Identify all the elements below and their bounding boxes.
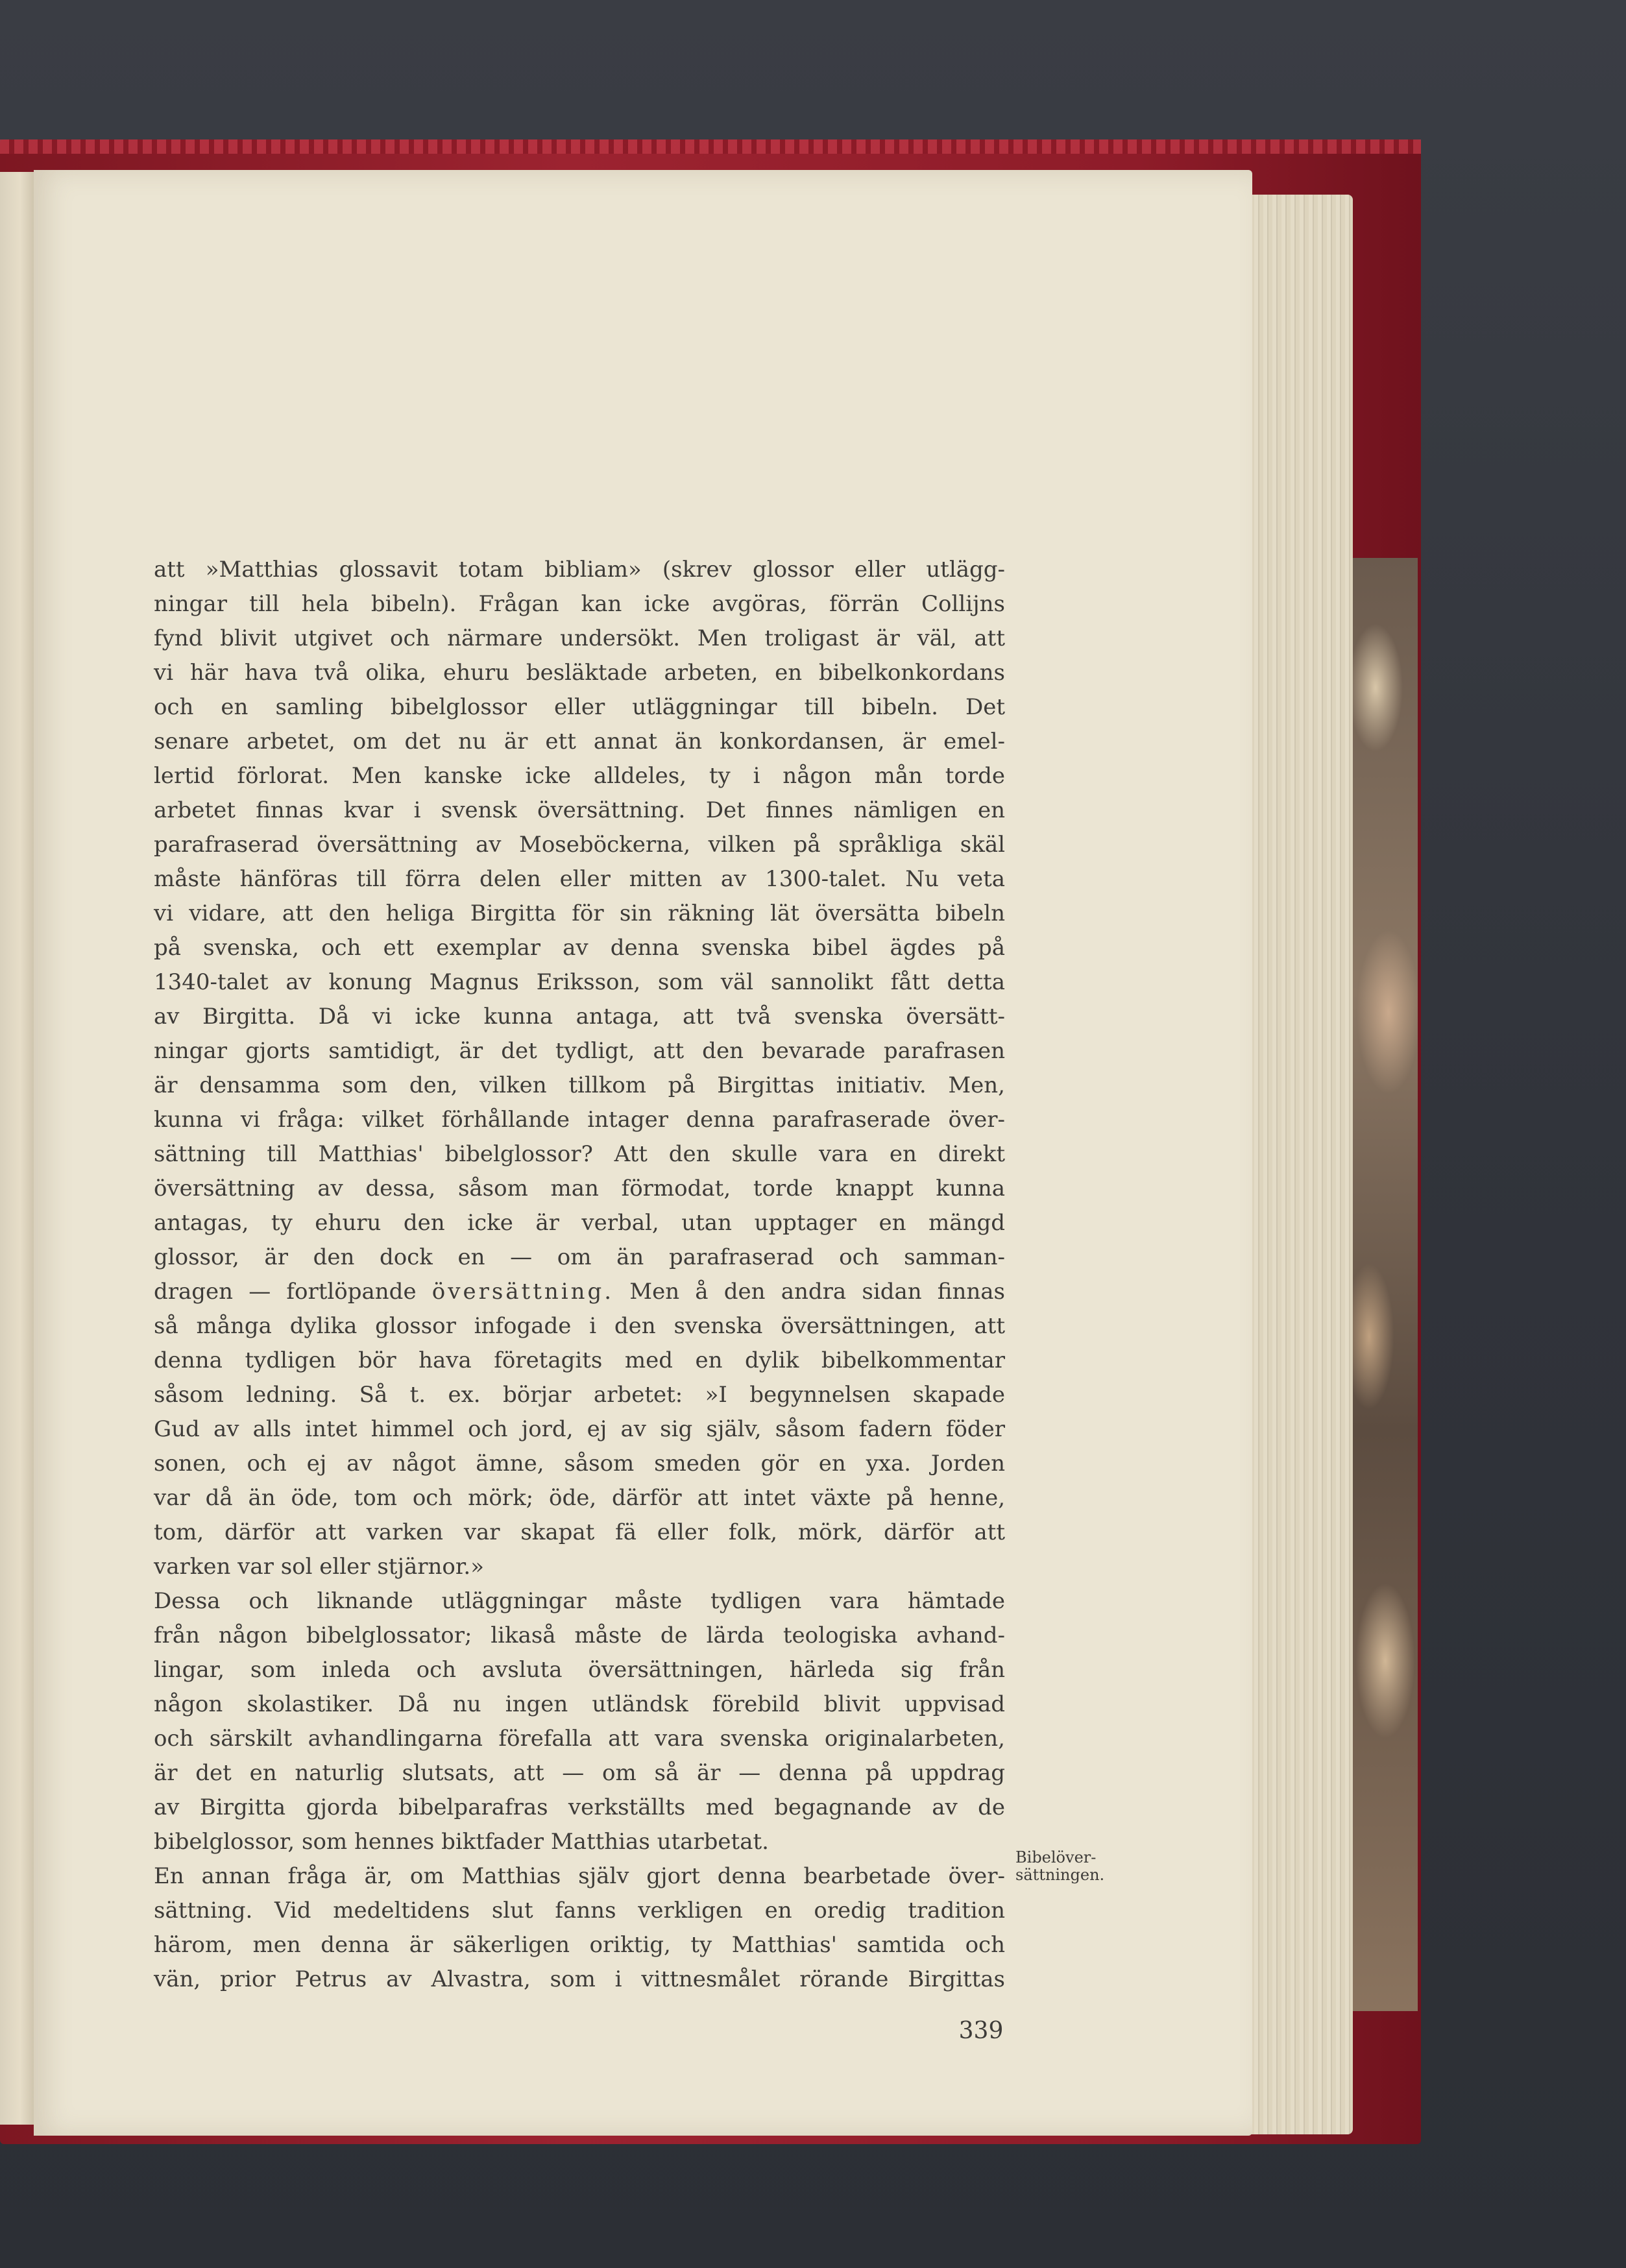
text-line: En annan fråga är, om Matthias själv gjort denna bearbetade över- <box>154 1863 1005 1889</box>
text-line: sättning till Matthias' bibelglossor? Att den skulle vara en direkt <box>154 1141 1005 1167</box>
spaced-emphasis: översättning. <box>431 1279 614 1305</box>
text-line: lingar, som inleda och avsluta översättningen, härleda sig från <box>154 1657 1005 1683</box>
text-line: arbetet finnas kvar i svensk översättning. Det finnes nämligen en <box>154 797 1005 823</box>
text-line: såsom ledning. Så t. ex. börjar arbetet: »I begynnelsen skapade <box>154 1382 1005 1408</box>
text-line: så många dylika glossor infogade i den svenska översättningen, att <box>154 1313 1005 1339</box>
text-line: kunna vi fråga: vilket förhållande intager denna parafraserade över- <box>154 1107 1005 1133</box>
text-fragment: dragen — fortlöpande <box>154 1279 417 1305</box>
text-line: vi här hava två olika, ehuru besläktade arbeten, en bibelkonkordans <box>154 660 1005 686</box>
book-page <box>34 170 1252 2136</box>
text-line: sonen, och ej av något ämne, såsom smeden gör en yxa. Jorden <box>154 1451 1005 1477</box>
page-number: 339 <box>958 2018 1004 2044</box>
margin-note-line: sättningen. <box>1015 1866 1105 1884</box>
text-line: lertid förlorat. Men kanske icke alldeles, ty i någon mån torde <box>154 763 1005 789</box>
text-line: vän, prior Petrus av Alvastra, som i vittnesmålet rörande Birgittas <box>154 1966 1005 1992</box>
text-line: sättning. Vid medeltidens slut fanns verkligen en oredig tradition <box>154 1898 1005 1924</box>
marbled-endpaper <box>1350 558 1418 2011</box>
text-line: var då än öde, tom och mörk; öde, därför att intet växte på henne, <box>154 1485 1005 1511</box>
text-line: Dessa och liknande utläggningar måste tydligen vara hämtade <box>154 1588 1005 1614</box>
previous-page-edge <box>0 172 34 2125</box>
text-line: att »Matthias glossavit totam bibliam» (skrev glossor eller utlägg- <box>154 557 1005 583</box>
text-line: av Birgitta. Då vi icke kunna antaga, att två svenska översätt- <box>154 1004 1005 1030</box>
text-line: vi vidare, att den heliga Birgitta för sin räkning lät översätta bibeln <box>154 900 1005 926</box>
text-line: översättning av dessa, såsom man förmodat, torde knappt kunna <box>154 1176 1005 1201</box>
text-line: är densamma som den, vilken tillkom på Birgittas initiativ. Men, <box>154 1072 1005 1098</box>
page-stack-edge <box>1236 195 1353 2134</box>
text-line-with-emphasis <box>154 1275 1005 1309</box>
text-line: senare arbetet, om det nu är ett annat än konkordansen, är emel- <box>154 729 1005 754</box>
margin-note <box>1015 1849 1126 1884</box>
text-line: på svenska, och ett exemplar av denna svenska bibel ägdes på <box>154 935 1005 961</box>
text-line: 1340-talet av konung Magnus Eriksson, som väl sannolikt fått detta <box>154 969 1005 995</box>
text-line: måste hänföras till förra delen eller mitten av 1300-talet. Nu veta <box>154 866 1005 892</box>
text-line: antagas, ty ehuru den icke är verbal, utan upptager en mängd <box>154 1210 1005 1236</box>
body-text <box>154 553 1005 1997</box>
text-line: Gud av alls intet himmel och jord, ej av sig själv, såsom fadern föder <box>154 1416 1005 1442</box>
margin-note-line: Bibelöver- <box>1015 1848 1097 1866</box>
text-line: denna tydligen bör hava företagits med en dylik bibelkommentar <box>154 1347 1005 1373</box>
text-line: parafraserad översättning av Moseböckerna, vilken på språkliga skäl <box>154 832 1005 858</box>
text-fragment: Men å den andra sidan finnas <box>629 1279 1005 1305</box>
text-line: någon skolastiker. Då nu ingen utländsk förebild blivit uppvisad <box>154 1691 1005 1717</box>
text-line: tom, därför att varken var skapat fä eller folk, mörk, därför att <box>154 1519 1005 1545</box>
text-line: glossor, är den dock en — om än parafraserad och samman- <box>154 1244 1005 1270</box>
text-line: härom, men denna är säkerligen oriktig, ty Matthias' samtida och <box>154 1932 1005 1958</box>
text-line: bibelglossor, som hennes biktfader Matthias utarbetat. <box>154 1829 769 1855</box>
text-line: fynd blivit utgivet och närmare undersökt. Men troligast är väl, att <box>154 625 1005 651</box>
text-line: ningar till hela bibeln). Frågan kan icke avgöras, förrän Collijns <box>154 591 1005 617</box>
text-line: och särskilt avhandlingarna förefalla att vara svenska originalarbeten, <box>154 1726 1005 1752</box>
text-line: ningar gjorts samtidigt, är det tydligt, att den bevarade parafrasen <box>154 1038 1005 1064</box>
text-line: och en samling bibelglossor eller utläggningar till bibeln. Det <box>154 694 1005 720</box>
text-line: är det en naturlig slutsats, att — om så är — denna på uppdrag <box>154 1760 1005 1786</box>
binding-headband <box>0 139 1421 154</box>
text-line: av Birgitta gjorda bibelparafras verkställts med begagnande av de <box>154 1794 1005 1820</box>
text-line: varken var sol eller stjärnor.» <box>154 1554 485 1580</box>
text-line: från någon bibelglossator; likaså måste de lärda teologiska avhand- <box>154 1623 1005 1648</box>
